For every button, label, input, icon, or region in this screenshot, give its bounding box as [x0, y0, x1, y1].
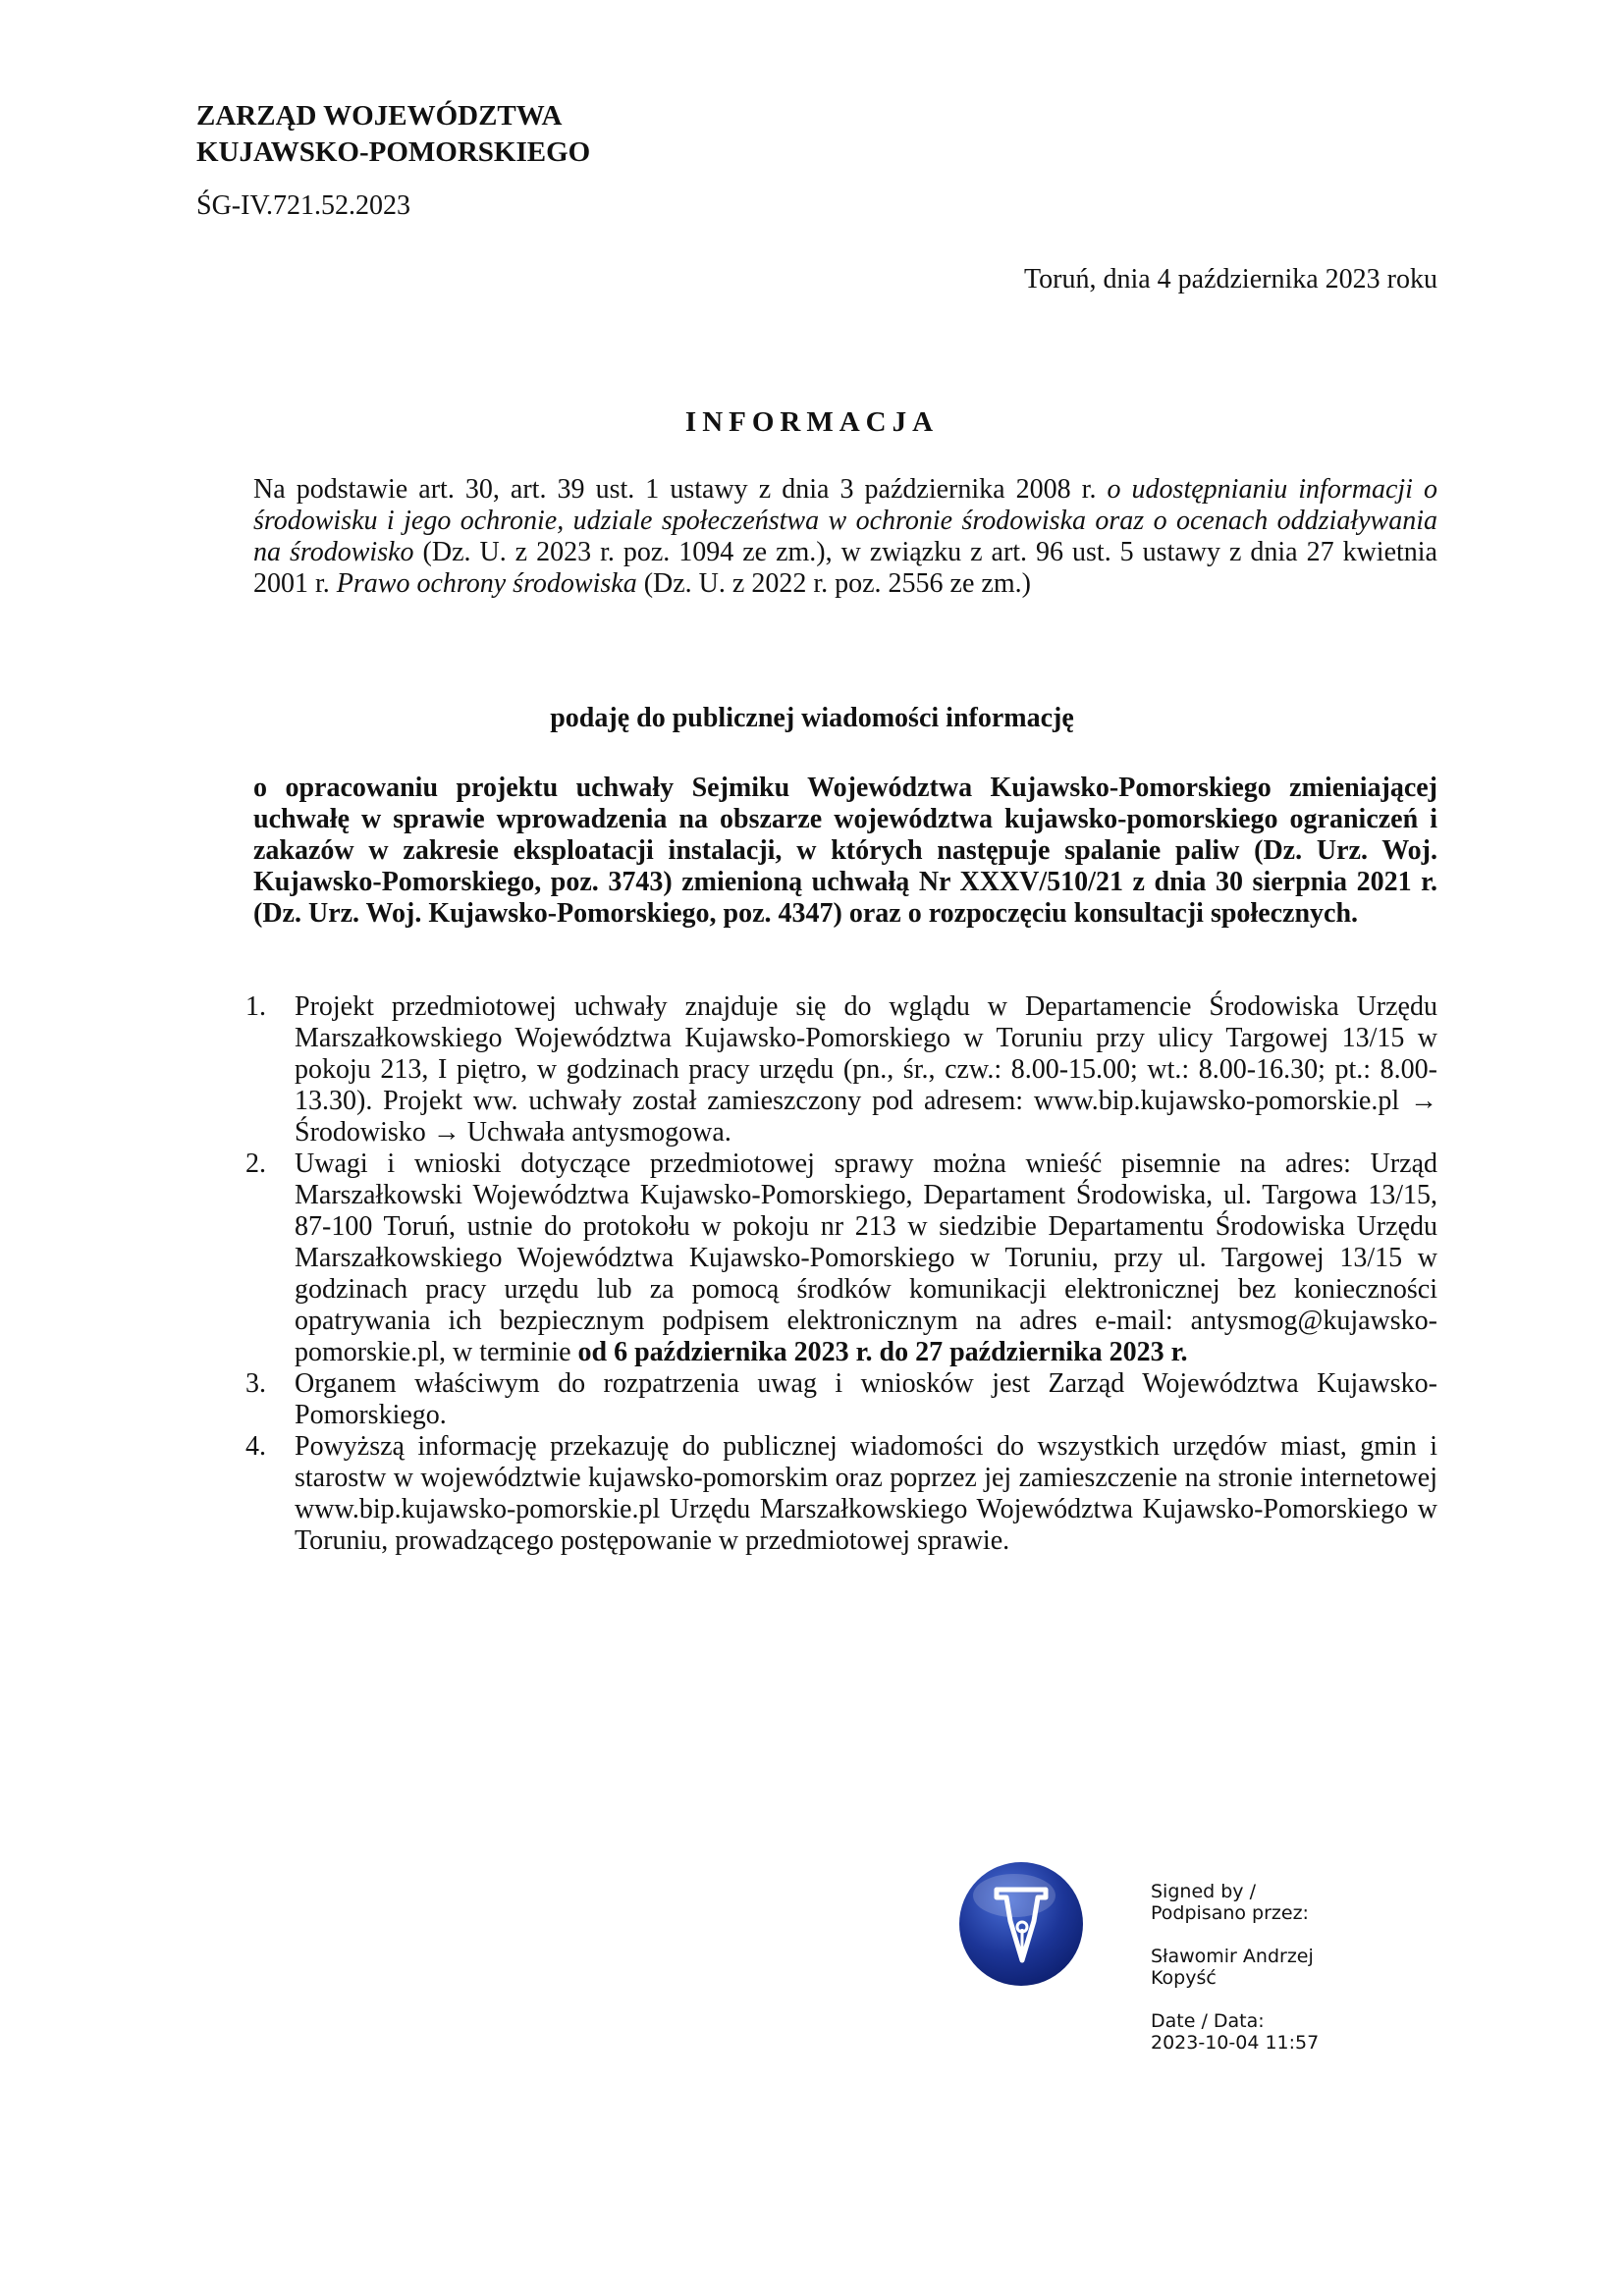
list-item-number: 1. — [245, 991, 266, 1022]
legal-basis-text-3: (Dz. U. z 2022 r. poz. 2556 ze zm.) — [636, 568, 1031, 599]
consultation-period: od 6 października 2023 r. do 27 października 2023 r. — [577, 1337, 1188, 1367]
list-item-number: 4. — [245, 1431, 266, 1462]
signature-date-value: 2023-10-04 11:57 — [1151, 2032, 1320, 2054]
list-item — [245, 991, 1437, 1148]
list-item-text: Powyższą informację przekazuję do publicznej wiadomości do wszystkich urzędów miast, gmin i starostw w województwie kujawsko-pomorskim oraz poprzez jej zamieszczenie na stronie internetowej www.bip.kujawsko-pomorskie.pl Urzędu Marszałkowskiego Województwa Kujawsko-Pomorskiego w Toruniu, prowadzącego postępowanie w przedmiotowej sprawie. — [295, 1431, 1437, 1556]
pen-nib-icon — [955, 1858, 1088, 1991]
numbered-list — [245, 991, 1437, 1557]
subject-paragraph: o opracowaniu projektu uchwały Sejmiku Województwa Kujawsko-Pomorskiego zmieniającej uchwałę w sprawie wprowadzenia na obszarze województwa kujawsko-pomorskiego ograniczeń i zakazów w zakresie eksploatacji instalacji, w których następuje spalanie paliw (Dz. Urz. Woj. Kujawsko-Pomorskiego, poz. 3743) zmienioną uchwałą Nr XXXV/510/21 z dnia 30 sierpnia 2021 r. (Dz. Urz. Woj. Kujawsko-Pomorskiego, poz. 4347) oraz o rozpoczęciu konsultacji społecznych. — [253, 773, 1437, 929]
signed-by-label-2: Podpisano przez: — [1151, 1902, 1309, 1924]
list-item-number: 3. — [245, 1368, 266, 1399]
act-title-2: Prawo ochrony środowiska — [336, 568, 637, 599]
legal-basis-text-2: (Dz. U. z 2023 r. poz. 1094 ze zm.), w związku z art. 96 ust. 5 ustawy z dnia 27 kwietnia 2001 r. — [253, 537, 1437, 599]
place-and-date: Toruń, dnia 4 października 2023 roku — [1023, 264, 1437, 294]
reference-number: ŚG-IV.721.52.2023 — [196, 190, 411, 221]
signer-name-2: Kopyść — [1151, 1967, 1217, 1989]
list-item-number: 2. — [245, 1148, 266, 1179]
signer-name-1: Sławomir Andrzej — [1151, 1946, 1314, 1967]
list-item — [245, 1431, 1437, 1557]
digital-signature-block — [1151, 1881, 1319, 2054]
legal-basis-text-1: Na podstawie art. 30, art. 39 ust. 1 ustawy z dnia 3 października 2008 r. — [253, 474, 1108, 505]
act-title-1: o udostępnianiu informacji o środowisku i jego ochronie, udziale społeczeństwa w ochronie środowiska oraz o ocenach oddziaływania na środowisko — [253, 474, 1437, 567]
issuing-authority — [196, 98, 590, 171]
list-item — [245, 1148, 1437, 1368]
announcement-line: podaję do publicznej wiadomości informację — [550, 703, 1074, 733]
signature-date-label: Date / Data: — [1151, 2010, 1265, 2032]
document-title: INFORMACJA — [684, 406, 940, 438]
list-item — [245, 1368, 1437, 1431]
list-item-body: Uwagi i wnioski dotyczące przedmiotowej sprawy można wnieść pisemnie na adres: Urząd Marszałkowski Województwa Kujawsko-Pomorskiego, Departament Środowiska, ul. Targowa 13/15, 87-100 Toruń, ustnie do protokołu w pokoju nr 213 w siedzibie Departamentu Środowiska Urzędu Marszałkowskiego Województwa Kujawsko-Pomorskiego w Toruniu, przy ul. Targowej 13/15 w godzinach pracy urzędu lub za pomocą środków komunikacji elektronicznej bez konieczności opatrywania ich bezpiecznym podpisem elektronicznym na adres e-mail: antysmog@kujawsko-pomorskie.pl, w terminie — [295, 1148, 1437, 1367]
list-item-text: Projekt przedmiotowej uchwały znajduje się do wglądu w Departamencie Środowiska Urzędu Marszałkowskiego Województwa Kujawsko-Pomorskiego w Toruniu przy ulicy Targowej 13/15 w pokoju 213, I piętro, w godzinach pracy urzędu (pn., śr., czw.: 8.00-15.00; wt.: 8.00-16.30; pt.: 8.00-13.30). Projekt ww. uchwały został zamieszczony pod adresem: www.bip.kujawsko-pomorskie.pl → Środowisko → Uchwała antysmogowa. — [295, 991, 1437, 1148]
list-item-text — [295, 1148, 1437, 1368]
signed-by-label-1: Signed by / — [1151, 1881, 1256, 1902]
legal-basis-paragraph — [253, 474, 1437, 600]
list-item-text: Organem właściwym do rozpatrzenia uwag i wniosków jest Zarząd Województwa Kujawsko-Pomorskiego. — [295, 1368, 1437, 1430]
authority-line-2: KUJAWSKO-POMORSKIEGO — [196, 136, 591, 168]
authority-line-1: ZARZĄD WOJEWÓDZTWA — [196, 100, 563, 132]
